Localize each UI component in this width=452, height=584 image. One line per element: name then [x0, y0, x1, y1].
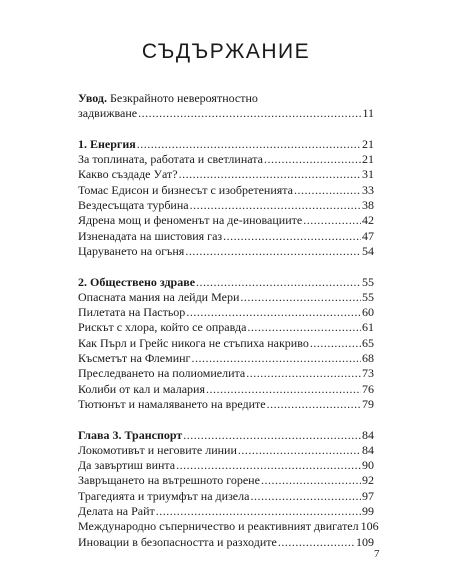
toc-entry	[78, 336, 374, 351]
toc-entry-page: 38	[362, 198, 374, 213]
toc-entry	[78, 290, 374, 305]
leader-dots	[137, 137, 361, 152]
toc-entry	[78, 458, 374, 473]
toc-entry-page: 90	[362, 458, 374, 473]
toc-entry-label: Трагедията и триумфът на дизела	[78, 488, 250, 503]
section-gap	[78, 412, 374, 427]
intro-label-line2: задвижване	[78, 106, 138, 121]
leader-dots	[247, 320, 361, 335]
toc-entry	[78, 213, 374, 228]
toc-entry-page: 54	[362, 243, 374, 258]
toc-entry-page: 33	[362, 182, 374, 197]
toc-entry-label: Иновации в безопасността и разходите	[78, 534, 277, 549]
table-of-contents	[78, 91, 379, 550]
toc-entry	[78, 504, 374, 519]
leader-dots	[196, 275, 361, 290]
leader-dots	[267, 397, 361, 412]
toc-entry-label: Завръщането на вътрешното горене	[78, 473, 260, 488]
leader-dots	[246, 366, 361, 381]
section-heading-label: Глава 3. Транспорт	[78, 427, 183, 442]
toc-entry-page: 31	[362, 167, 374, 182]
leader-dots	[240, 290, 361, 305]
toc-entry	[78, 443, 374, 458]
leader-dots	[185, 244, 361, 259]
toc-entry	[78, 397, 374, 412]
intro-label-rest: Безкрайното невероятностно	[106, 91, 258, 105]
toc-entry-page: 68	[362, 351, 374, 366]
toc-entry-label: За топлината, работата и светлината	[78, 152, 263, 167]
toc-entry-page: 73	[362, 366, 374, 381]
toc-entry	[78, 473, 374, 488]
toc-entry-page: 76	[362, 381, 374, 396]
section-heading	[78, 275, 374, 290]
toc-entry-label: Как Пърл и Грейс никога не стъпиха накриво	[78, 335, 309, 350]
leader-dots	[156, 504, 361, 519]
toc-entry-page: 42	[362, 213, 374, 228]
toc-entry-label: Преследването на полиомиелита	[78, 366, 246, 381]
toc-entry	[78, 152, 374, 167]
intro-entry	[78, 91, 374, 122]
toc-entry-label: Колиби от кал и малария	[78, 381, 205, 396]
toc-entry	[78, 167, 374, 182]
toc-entry-label: Да завъртиш винта	[78, 458, 176, 473]
toc-entry-label: Тютюнът и намаляването на вредите	[78, 396, 266, 411]
toc-entry-label: Рискът с хлора, който се оправда	[78, 320, 247, 335]
toc-entry-page: 61	[362, 320, 374, 335]
toc-entry	[78, 535, 374, 550]
toc-entry-label: Какво създаде Уат?	[78, 167, 178, 182]
toc-sections	[78, 122, 379, 550]
section-gap	[78, 122, 374, 137]
toc-entry-label: Томас Едисон и бизнесът с изобретенията	[78, 182, 293, 197]
leader-dots	[183, 428, 361, 443]
leader-dots	[278, 535, 355, 550]
section-heading-page: 84	[362, 427, 374, 442]
toc-entry-page: 106	[360, 519, 379, 534]
leader-dots	[186, 305, 361, 320]
toc-entry	[78, 183, 374, 198]
leader-dots	[191, 351, 361, 366]
intro-page: 11	[362, 106, 374, 121]
toc-entry-page: 84	[362, 442, 374, 457]
toc-entry-page: 60	[362, 305, 374, 320]
leader-dots	[264, 152, 361, 167]
toc-entry-label: Изненадата на шистовия газ	[78, 228, 223, 243]
section-heading-label: 1. Енергия	[78, 136, 136, 151]
section-heading	[78, 428, 374, 443]
toc-entry-page: 99	[362, 504, 374, 519]
leader-dots	[250, 489, 361, 504]
leader-dots	[206, 382, 361, 397]
toc-entry-page: 47	[362, 228, 374, 243]
leader-dots	[223, 229, 361, 244]
page-title: СЪДЪРЖАНИЕ	[141, 40, 311, 63]
leader-dots	[190, 198, 361, 213]
toc-entry-label: Пилетата на Пастьор	[78, 305, 186, 320]
toc-entry-label: Късметът на Флеминг	[78, 351, 191, 366]
leader-dots	[310, 336, 361, 351]
toc-entry-page: 65	[362, 335, 374, 350]
toc-entry-label: Ядрена мощ и феноменът на де-иновациите	[78, 213, 303, 228]
toc-entry-page: 97	[362, 488, 374, 503]
toc-entry-page: 79	[362, 396, 374, 411]
leader-dots	[176, 458, 361, 473]
intro-bold-label: Увод.	[78, 91, 107, 105]
toc-entry-label: Вездесъщата турбина	[78, 198, 189, 213]
toc-entry	[78, 198, 374, 213]
toc-entry	[78, 244, 374, 259]
toc-entry-label: Опасната мания на лейди Мери	[78, 289, 240, 304]
toc-entry-page: 92	[362, 473, 374, 488]
toc-entry	[78, 305, 374, 320]
toc-entry	[78, 382, 374, 397]
section-heading-label: 2. Обществено здраве	[78, 274, 196, 289]
leader-dots	[238, 443, 361, 458]
intro-line-1	[78, 91, 374, 106]
section-gap	[78, 259, 374, 274]
section-heading	[78, 137, 374, 152]
leader-dots	[261, 473, 361, 488]
toc-entry-page: 55	[362, 289, 374, 304]
toc-entry	[78, 229, 374, 244]
intro-line-2	[78, 106, 374, 121]
toc-entry	[78, 351, 374, 366]
section-heading-page: 55	[362, 274, 374, 289]
toc-entry-label: Царуването на огъня	[78, 243, 185, 258]
leader-dots	[179, 167, 361, 182]
toc-entry-page: 21	[362, 152, 374, 167]
toc-entry	[78, 489, 374, 504]
leader-dots	[303, 213, 361, 228]
toc-entry-label: Делата на Райт	[78, 504, 155, 519]
toc-entry-label: Международно съперничество и реактивният двигател	[78, 519, 359, 534]
leader-dots	[294, 183, 361, 198]
leader-dots	[138, 106, 361, 121]
toc-entry	[78, 320, 374, 335]
toc-entry-label: Локомотивът и неговите линии	[78, 442, 237, 457]
toc-entry	[78, 519, 379, 534]
page-number: 7	[374, 548, 380, 560]
section-heading-page: 21	[362, 136, 374, 151]
toc-entry-page: 109	[356, 534, 374, 549]
toc-entry	[78, 366, 374, 381]
